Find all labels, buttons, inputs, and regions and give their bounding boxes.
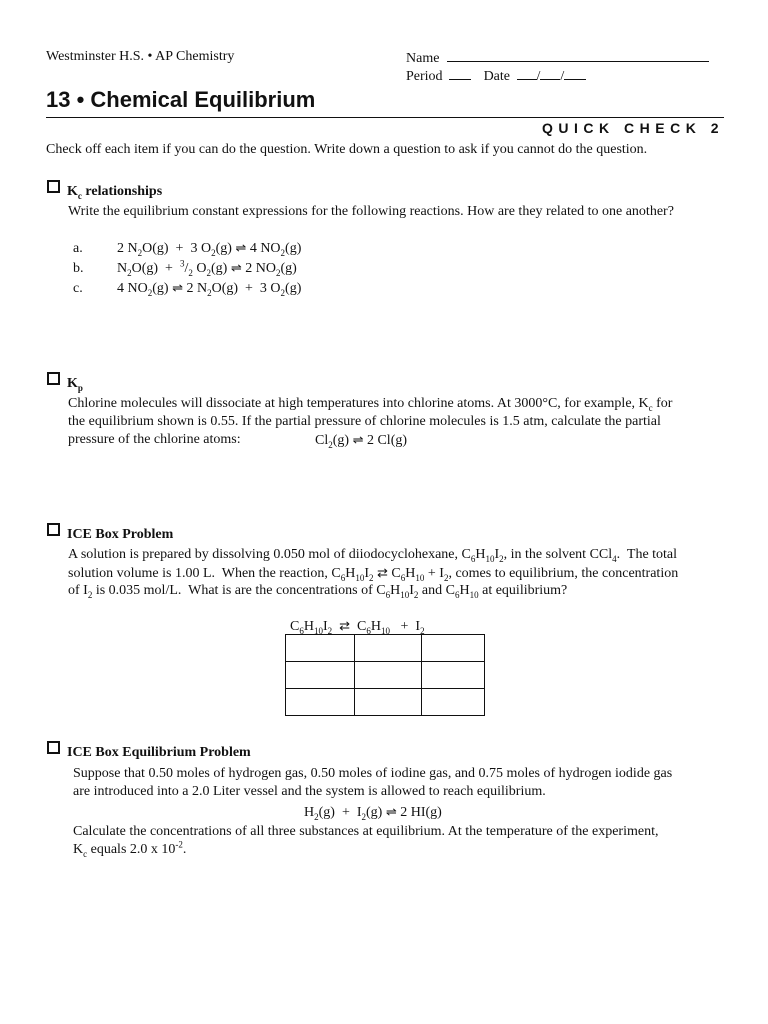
equilibrium-arrow-icon: ⇌ bbox=[352, 432, 364, 447]
kp-title-k: K bbox=[67, 376, 78, 391]
date-month-blank[interactable] bbox=[517, 66, 537, 80]
ice-cell[interactable] bbox=[286, 662, 355, 689]
kc-period: . bbox=[182, 842, 187, 857]
period-date-row bbox=[406, 66, 586, 86]
kp-body-line-2: the equilibrium shown is 0.55. If the partial pressure of chlorine molecules is 1.5 atm, calculate the partial bbox=[68, 414, 661, 429]
kc-title-sub: c bbox=[77, 190, 82, 201]
section-title-ice-equilibrium: ICE Box Equilibrium Problem bbox=[67, 745, 251, 760]
date-separator: / bbox=[560, 69, 565, 84]
kc-title-k: K bbox=[67, 184, 78, 199]
equilibrium-arrow-icon: ⇄ bbox=[339, 618, 351, 633]
kp-text-end: for bbox=[652, 396, 673, 411]
equilibrium-arrow-icon: ⇄ bbox=[377, 565, 388, 580]
instructions: Check off each item if you can do the question. Write down a question to ask if you cannot do the question. bbox=[46, 142, 648, 157]
equilibrium-arrow-icon: ⇌ bbox=[385, 804, 397, 819]
ice-cell[interactable] bbox=[286, 635, 355, 662]
kp-reaction: $Cl_2(g)$ ⇌ 2 Cl(g) bbox=[315, 432, 408, 450]
ice-row-equilibrium bbox=[286, 689, 485, 716]
ice-body-line-1: A solution is prepared by dissolving 0.050 mol of diiodocyclohexane, $C_6H_{10}I_2$, in the solvent CCl$_4$. The total bbox=[68, 547, 678, 564]
equilibrium-arrow-icon: ⇌ bbox=[235, 240, 247, 255]
kc-exponent: -2 bbox=[175, 839, 183, 850]
kp-text: Chlorine molecules will dissociate at high temperatures into chlorine atoms. At 3000°C, for example, K bbox=[68, 396, 649, 411]
name-field-row bbox=[406, 48, 709, 68]
section-title-kc bbox=[67, 183, 162, 201]
equilibrium-arrow-icon: ⇌ bbox=[230, 260, 242, 275]
checkbox-kc-relationships[interactable] bbox=[47, 180, 60, 193]
kc-sub: c bbox=[83, 848, 88, 859]
date-year-blank[interactable] bbox=[564, 66, 586, 80]
checkbox-ice-equilibrium[interactable] bbox=[47, 741, 60, 754]
title-divider bbox=[46, 117, 724, 118]
ice-cell[interactable] bbox=[422, 689, 485, 716]
period-blank[interactable] bbox=[449, 66, 471, 80]
kp-body-line-1 bbox=[68, 395, 672, 413]
ice-body-line-3: of $I_2$ is 0.035 mol/L. What is are the concentrations of $C_6H_{10}I_2$ and $C_6H_{10}$ at equilibrium? bbox=[68, 583, 568, 600]
kc-k: K bbox=[73, 842, 84, 857]
date-day-blank[interactable] bbox=[540, 66, 560, 80]
ice-cell[interactable] bbox=[355, 635, 422, 662]
ice-eq-body-line-5 bbox=[73, 841, 186, 859]
kp-body-line-3: pressure of the chlorine atoms: bbox=[68, 432, 241, 447]
ice-cell[interactable] bbox=[355, 689, 422, 716]
period-label: Period bbox=[406, 69, 443, 84]
ice-eq-body-line-2: are introduced into a 2.0 Liter vessel and the system is allowed to reach equilibrium. bbox=[73, 784, 546, 799]
name-label: Name bbox=[406, 51, 440, 66]
equilibrium-arrow-icon: ⇌ bbox=[172, 280, 183, 295]
ice-table-header: $C_6H_{10}I_2$ ⇄ $C_6H_{10} + I_2$ bbox=[290, 618, 425, 636]
kp-text-sub: c bbox=[648, 402, 653, 413]
school-course-header: Westminster H.S. • AP Chemistry bbox=[46, 49, 235, 64]
checkbox-kp[interactable] bbox=[47, 372, 60, 385]
item-label: b. bbox=[73, 261, 84, 276]
page-title: 13 • Chemical Equilibrium bbox=[46, 87, 316, 112]
section-title-kp bbox=[67, 375, 83, 393]
kc-reaction-a: a. 2 $N_2O(g) + 3$ $O_2(g)$ ⇌ 4 $NO_2(g)$ bbox=[73, 240, 302, 258]
ice-eq-body-line-1: Suppose that 0.50 moles of hydrogen gas, 0.50 moles of iodine gas, and 0.75 moles of hydrogen iodide gas bbox=[73, 766, 673, 781]
ice-cell[interactable] bbox=[422, 662, 485, 689]
ice-row-initial bbox=[286, 635, 485, 662]
ice-eq-reaction: $H_2(g) + I_2(g)$ ⇌ 2 HI(g) bbox=[304, 804, 442, 822]
kc-reaction-c: c. 4 $NO_2(g)$ ⇌ 2 $N_2O(g) + 3$ $O_2(g)$ bbox=[73, 280, 302, 298]
item-label: c. bbox=[73, 281, 83, 296]
ice-body-line-2: solution volume is 1.00 L. When the reaction, $C_6H_{10}I_2$ ⇄ $C_6H_{10} + I_2$, comes to equilibrium, the concentration bbox=[68, 565, 679, 583]
ice-cell[interactable] bbox=[422, 635, 485, 662]
checkbox-ice-box[interactable] bbox=[47, 523, 60, 536]
ice-cell[interactable] bbox=[355, 662, 422, 689]
section-title-ice: ICE Box Problem bbox=[67, 527, 174, 542]
ice-table bbox=[285, 634, 485, 716]
date-label: Date bbox=[483, 69, 510, 84]
item-label: a. bbox=[73, 241, 83, 256]
date-separator: / bbox=[536, 69, 541, 84]
ice-cell[interactable] bbox=[286, 689, 355, 716]
kp-title-sub: p bbox=[77, 382, 83, 393]
kc-reaction-b: b. $N_2O(g) + ^3/_2$ $O_2(g)$ ⇌ 2 $NO_2(g)$ bbox=[73, 258, 297, 278]
kc-title-rest: relationships bbox=[81, 184, 163, 199]
ice-row-change bbox=[286, 662, 485, 689]
ice-eq-body-line-4: Calculate the concentrations of all three substances at equilibrium. At the temperature of the experiment, bbox=[73, 824, 659, 839]
quick-check-label: QUICK CHECK 2 bbox=[542, 120, 724, 136]
kc-instructions: Write the equilibrium constant expressions for the following reactions. How are they related to one another? bbox=[68, 204, 674, 219]
name-blank[interactable] bbox=[447, 48, 709, 62]
kc-value-text: equals 2.0 x 10 bbox=[87, 842, 176, 857]
